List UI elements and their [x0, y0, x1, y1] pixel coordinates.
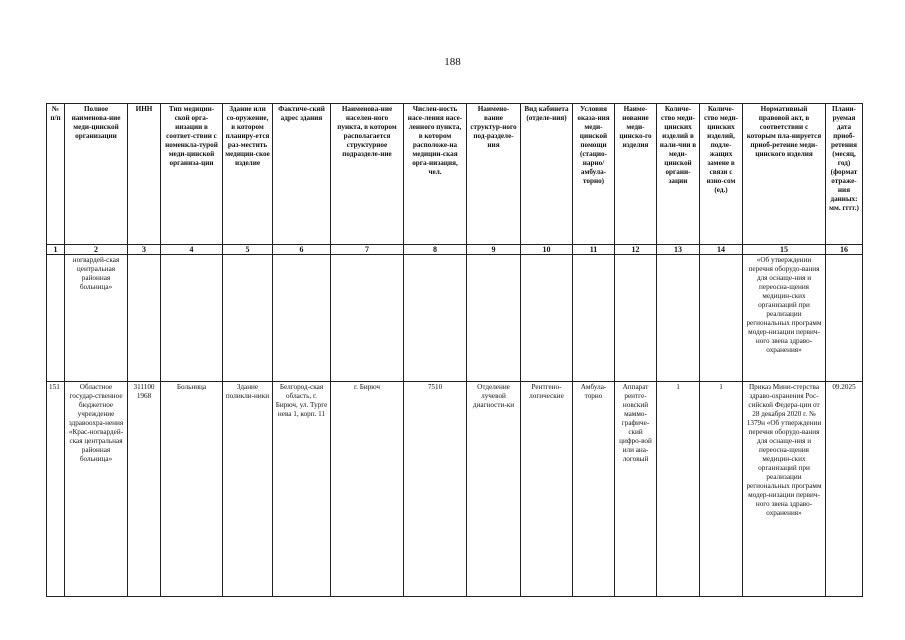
header-cell: Наимено-вание структур-ного под-разделе-ния: [467, 104, 521, 245]
org-type-cell: Больница: [161, 382, 223, 597]
column-number: 8: [404, 245, 467, 255]
column-number: 16: [826, 245, 863, 255]
legal-act-cell: Приказ Мини-стерства здраво-охранения Рос-сийской Федера-ции от 28 декабря 2020 г. № 1379н «Об утверждении перечня оборудо-вания для оснаще-ния и переосна-щения медицин-ских организаций при реализации региональных программ модер-низации первич-ного звена здраво-охранения»: [743, 382, 826, 597]
header-cell: Вид кабинета (отделе-ния): [521, 104, 573, 245]
header-cell: Плани-руемая дата приоб-ретения (месяц, год) (формат отраже-ния данных: мм. гггг.): [826, 104, 863, 245]
qty-available-cell: 1: [657, 382, 700, 597]
row-number-cell: [47, 255, 65, 382]
settlement-cell: [331, 255, 404, 382]
column-number: 13: [657, 245, 700, 255]
header-cell: Числен-ность насе-ления насе-ленного пункта, в котором расположе-на медицин-ская орга-низация, чел.: [404, 104, 467, 245]
header-cell: № п/п: [47, 104, 65, 245]
column-number: 10: [521, 245, 573, 255]
column-number: 11: [573, 245, 615, 255]
legal-act-cell: «Об утверждении перечня оборудо-вания для оснаще-ния и переосна-щения медицин-ских организаций при реализации региональных программ модер-низации первич-ного звена здраво-охранения»: [743, 255, 826, 382]
conditions-cell: [573, 255, 615, 382]
subdivision-cell: [467, 255, 521, 382]
column-number-row: [47, 245, 863, 255]
device-name-cell: Аппарат рентге-новский маммо-графиче-ский цифро-вой или ана-логовый: [615, 382, 657, 597]
table-row: [47, 255, 863, 382]
building-cell: [223, 255, 273, 382]
qty-replace-cell: [700, 255, 743, 382]
conditions-cell: Амбула-торно: [573, 382, 615, 597]
equipment-table: [46, 103, 863, 597]
column-number: 1: [47, 245, 65, 255]
column-number: 7: [331, 245, 404, 255]
org-type-cell: [161, 255, 223, 382]
cabinet-type-cell: [521, 255, 573, 382]
page-number: 188: [444, 56, 461, 68]
inn-cell: 311100 1968: [128, 382, 161, 597]
planned-date-cell: 09.2025: [826, 382, 863, 597]
qty-available-cell: [657, 255, 700, 382]
header-cell: Наименова-ние населен-ного пункта, в котором располагается структурное подразделе-ние: [331, 104, 404, 245]
population-cell: 7510: [404, 382, 467, 597]
inn-cell: [128, 255, 161, 382]
cabinet-type-cell: Рентгено-логические: [521, 382, 573, 597]
building-cell: Здание поликли-ники: [223, 382, 273, 597]
column-number: 5: [223, 245, 273, 255]
planned-date-cell: [826, 255, 863, 382]
column-number: 12: [615, 245, 657, 255]
column-number: 6: [273, 245, 331, 255]
header-cell: ИНН: [128, 104, 161, 245]
header-cell: Наиме-нование меди-цинско-го изделия: [615, 104, 657, 245]
org-name-cell: ногвардей-ская центральная районная больница»: [65, 255, 128, 382]
header-cell: Фактиче-ский адрес здания: [273, 104, 331, 245]
column-number: 4: [161, 245, 223, 255]
header-cell: Условия оказа-ния меди-цинской помощи (стацио-нарно/ амбула-торно): [573, 104, 615, 245]
header-cell: Здание или со-оружение, в котором планиру-ется раз-местить медицин-ское изделие: [223, 104, 273, 245]
org-name-cell: Областное государ-ственное бюджетное учреждение здравоохра-нения «Крас-ногвардей-ская центральная районная больница»: [65, 382, 128, 597]
row-number-cell: 151: [47, 382, 65, 597]
qty-replace-cell: 1: [700, 382, 743, 597]
column-number: 9: [467, 245, 521, 255]
header-cell: Тип медицин-ской орга-низации в соответ-ствии с номенкла-турой меди-цинской организа-ции: [161, 104, 223, 245]
population-cell: [404, 255, 467, 382]
header-cell: Нормативный правовой акт, в соответствии с которым пла-нируется приоб-ретение меди-цинского изделия: [743, 104, 826, 245]
header-cell: Полное наименова-ние меди-цинской организации: [65, 104, 128, 245]
column-number: 3: [128, 245, 161, 255]
settlement-cell: г. Бирюч: [331, 382, 404, 597]
column-number: 2: [65, 245, 128, 255]
device-name-cell: [615, 255, 657, 382]
header-cell: Количе-ство меди-цинских изделий в нали-чии в меди-цинской органи-зации: [657, 104, 700, 245]
table-row: [47, 382, 863, 597]
address-cell: Белгород-ская область, г. Бирюч, ул. Турге нева 1, корп. 11: [273, 382, 331, 597]
header-row: [47, 104, 863, 245]
column-number: 15: [743, 245, 826, 255]
column-number: 14: [700, 245, 743, 255]
address-cell: [273, 255, 331, 382]
subdivision-cell: Отделение лучевой диагности-ки: [467, 382, 521, 597]
header-cell: Количе-ство меди-цинских изделий, подле-жащих замене в связи с изно-сом (ед.): [700, 104, 743, 245]
